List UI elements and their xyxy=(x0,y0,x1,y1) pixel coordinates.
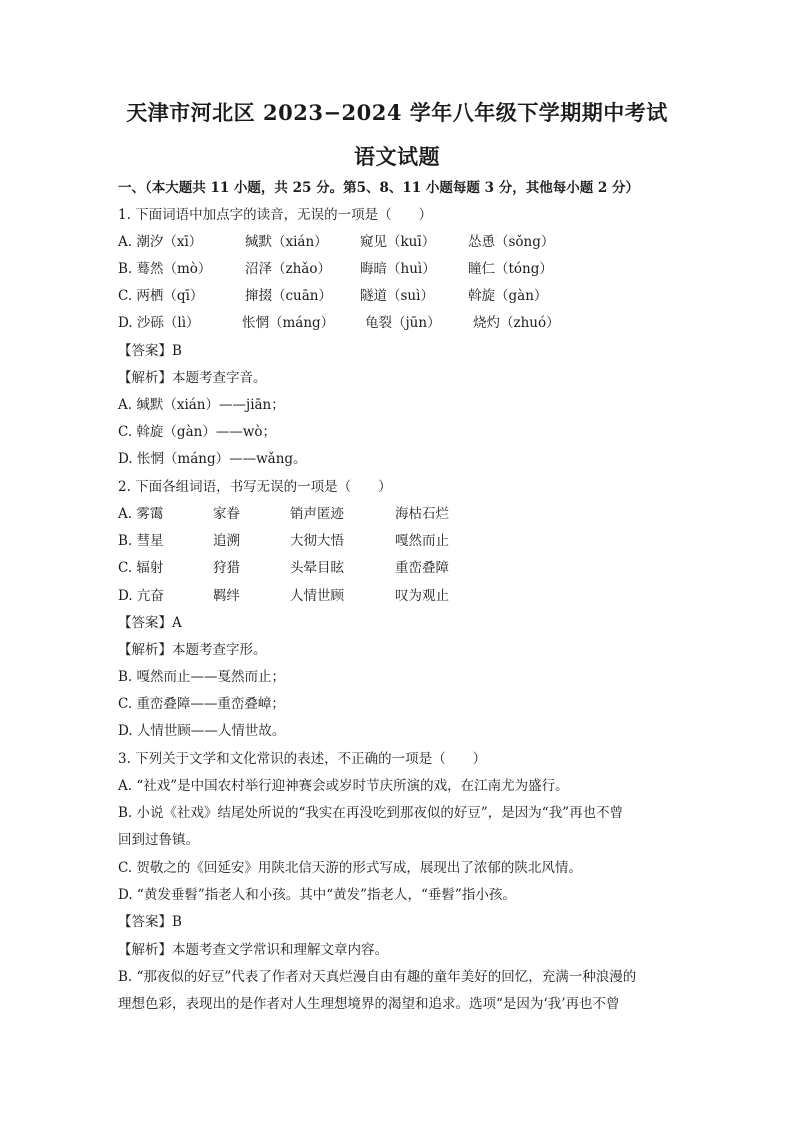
q1-analysis-4: D. 怅惘（máng）——wǎng。 xyxy=(118,451,307,467)
q2-option-c-4: 重峦叠障 xyxy=(395,560,449,576)
q2-answer: 【答案】A xyxy=(118,615,182,631)
q2-option-b-4: 嘎然而止 xyxy=(395,533,449,549)
q1-answer: 【答案】B xyxy=(118,343,182,359)
q1-analysis-2: A. 缄默（xián）——jiān； xyxy=(118,397,285,413)
q2-option-a-2: 家眷 xyxy=(213,506,240,522)
q3-option-b-cont: 回到过鲁镇。 xyxy=(118,832,199,848)
q2-option-b-3: 大彻大悟 xyxy=(290,533,344,549)
q1-option-a-4: 怂恿（sǒng） xyxy=(468,234,555,250)
q2-option-d-2: 羁绊 xyxy=(213,588,240,604)
q2-option-d-3: 人情世顾 xyxy=(290,588,344,604)
q1-analysis-1: 【解析】本题考查字音。 xyxy=(118,370,267,386)
q1-option-d-4: 烧灼（zhuó） xyxy=(473,315,560,331)
q3-option-b: B. 小说《社戏》结尾处所说的“我实在再没吃到那夜似的好豆”，是因为“我”再也不曾 xyxy=(118,805,624,821)
q3-analysis-1: 【解析】本题考查文学常识和理解文章内容。 xyxy=(118,942,388,958)
q1-analysis-3: C. 斡旋（gàn）——wò； xyxy=(118,424,276,440)
q1-option-a-3: 窥见（kuī） xyxy=(360,234,436,250)
q2-option-c-3: 头晕目眩 xyxy=(290,560,344,576)
q3-option-a: A. “社戏”是中国农村举行迎神赛会或岁时节庆所演的戏，在江南尤为盛行。 xyxy=(118,778,569,794)
q2-option-c-2: 狩猎 xyxy=(213,560,240,576)
section-header: 一、（本大题共 11 小题，共 25 分。第5、8、11 小题每题 3 分，其他每小题 2 分） xyxy=(118,180,639,196)
q2-stem: 2. 下面各组词语，书写无误的一项是（ ） xyxy=(118,479,392,495)
q2-option-a-1: A. 雾霭 xyxy=(118,506,164,522)
q2-option-d-1: D. 亢奋 xyxy=(118,588,164,604)
q1-option-a-2: 缄默（xián） xyxy=(245,234,328,250)
q1-option-c-2: 撺掇（cuān） xyxy=(245,288,332,304)
q1-option-d-2: 怅惘（máng） xyxy=(242,315,335,331)
q1-option-b-4: 瞳仁（tóng） xyxy=(468,261,553,277)
q1-option-c-1: C. 两栖（qī） xyxy=(118,288,204,304)
q1-option-b-2: 沼泽（zhǎo） xyxy=(245,261,331,277)
q2-analysis-4: D. 人情世顾——人情世故。 xyxy=(118,723,286,739)
q2-option-d-4: 叹为观止 xyxy=(395,588,449,604)
exam-title: 天津市河北区 2023−2024 学年八年级下学期期中考试 xyxy=(126,100,668,125)
q1-option-a-1: A. 潮汐（xī） xyxy=(118,234,203,250)
q2-option-a-3: 销声匿迹 xyxy=(290,506,344,522)
q1-stem: 1. 下面词语中加点字的读音，无误的一项是（ ） xyxy=(118,207,433,223)
q1-option-d-1: D. 沙砾（lì） xyxy=(118,315,200,331)
exam-subtitle: 语文试题 xyxy=(354,144,440,169)
q2-option-b-1: B. 彗星 xyxy=(118,533,164,549)
q1-option-c-3: 隧道（suì） xyxy=(360,288,434,304)
q2-analysis-2: B. 嘎然而止——戛然而止； xyxy=(118,669,286,685)
q3-stem: 3. 下列关于文学和文化常识的表述，不正确的一项是（ ） xyxy=(118,751,487,767)
q1-option-b-3: 晦暗（huì） xyxy=(360,261,436,277)
q2-option-c-1: C. 辐射 xyxy=(118,560,164,576)
q2-analysis-1: 【解析】本题考查字形。 xyxy=(118,642,267,658)
q3-option-c: C. 贺敬之的《回延安》用陕北信天游的形式写成，展现出了浓郁的陕北风情。 xyxy=(118,860,582,876)
q1-option-c-4: 斡旋（gàn） xyxy=(468,288,548,304)
q3-answer: 【答案】B xyxy=(118,914,182,930)
q2-option-b-2: 追溯 xyxy=(213,533,240,549)
q1-option-b-1: B. 蓦然（mò） xyxy=(118,261,212,277)
q3-analysis-3: 理想色彩，表现出的是作者对人生理想境界的渴望和追求。选项“是因为‘我’再也不曾 xyxy=(118,996,620,1012)
q1-option-d-3: 龟裂（jūn） xyxy=(365,315,441,331)
q2-option-a-4: 海枯石烂 xyxy=(395,506,449,522)
q2-analysis-3: C. 重峦叠障——重峦叠嶂； xyxy=(118,696,285,712)
q3-analysis-2: B. “那夜似的好豆”代表了作者对天真烂漫自由有趣的童年美好的回忆，充满一种浪漫的 xyxy=(118,969,637,985)
q3-option-d: D. “黄发垂髫”指老人和小孩。其中“黄发”指老人，“垂髫”指小孩。 xyxy=(118,887,516,903)
